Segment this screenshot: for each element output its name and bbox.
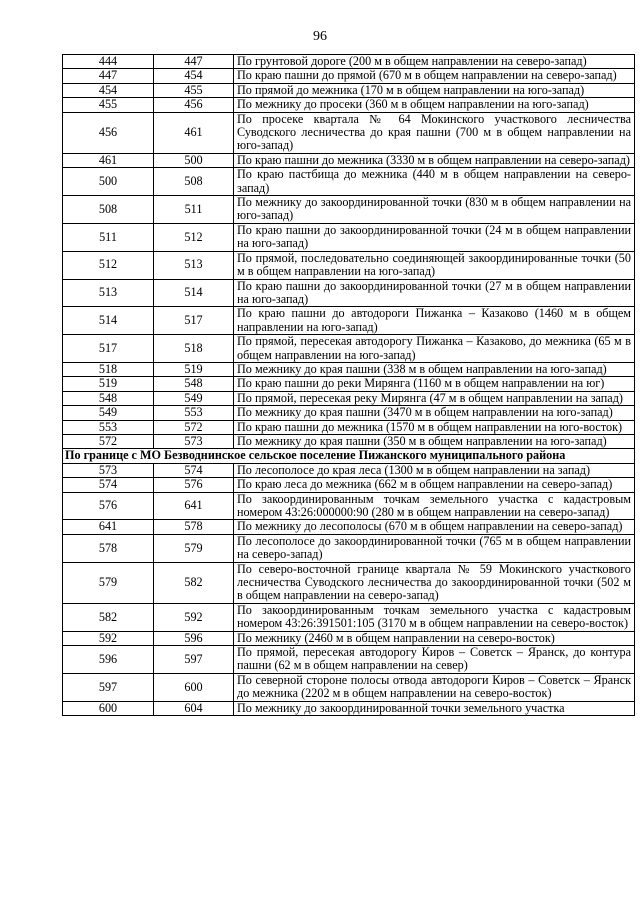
table-row — [63, 69, 635, 83]
point-from: 511 — [63, 223, 154, 251]
table-row — [63, 603, 635, 631]
point-to: 641 — [154, 492, 234, 520]
boundary-description: По просеке квартала № 64 Мокинского участкового лесничества Суводского лесничества до края пашни (700 м в общем направлении на юго-запад) — [234, 112, 635, 153]
table-row — [63, 434, 635, 448]
point-from: 576 — [63, 492, 154, 520]
point-from: 572 — [63, 434, 154, 448]
point-to: 597 — [154, 646, 234, 674]
table-row — [63, 196, 635, 224]
point-from: 574 — [63, 478, 154, 492]
point-to: 572 — [154, 420, 234, 434]
point-to: 576 — [154, 478, 234, 492]
table-row — [63, 335, 635, 363]
table-row — [63, 279, 635, 307]
point-to: 512 — [154, 223, 234, 251]
point-to: 574 — [154, 463, 234, 477]
boundary-description: По краю леса до межника (662 м в общем направлении на северо-запад) — [234, 478, 635, 492]
table-row — [63, 406, 635, 420]
point-from: 454 — [63, 83, 154, 97]
boundary-description: По лесополосе до края леса (1300 м в общем направлении на запад) — [234, 463, 635, 477]
point-to: 517 — [154, 307, 234, 335]
point-to: 511 — [154, 196, 234, 224]
table-row — [63, 362, 635, 376]
point-to: 456 — [154, 98, 234, 112]
table-row — [63, 492, 635, 520]
table-row — [63, 153, 635, 167]
boundary-description: По прямой, пересекая автодорогу Киров – Советск – Яранск, до контура пашни (62 м в общем направлении на север) — [234, 646, 635, 674]
boundary-description: По краю пашни до закоординированной точки (27 м в общем направлении на юго-запад) — [234, 279, 635, 307]
table-row — [63, 463, 635, 477]
point-to: 600 — [154, 673, 234, 701]
point-to: 592 — [154, 603, 234, 631]
table-row — [63, 98, 635, 112]
table-row — [63, 55, 635, 69]
point-from: 517 — [63, 335, 154, 363]
boundary-description: По закоординированным точкам земельного участка с кадастровым номером 43:26:391501:105 (3170 м в общем направлении на северо-восток) — [234, 603, 635, 631]
point-from: 444 — [63, 55, 154, 69]
boundary-description: По межнику до закоординированной точки (830 м в общем направлении на юго-запад) — [234, 196, 635, 224]
boundary-description: По краю пашни до межника (3330 м в общем направлении на северо-запад) — [234, 153, 635, 167]
point-to: 518 — [154, 335, 234, 363]
table-row — [63, 391, 635, 405]
point-to: 454 — [154, 69, 234, 83]
point-to: 604 — [154, 701, 234, 715]
boundary-description: По межнику до края пашни (350 м в общем направлении на юго-запад) — [234, 434, 635, 448]
boundary-description: По лесополосе до закоординированной точки (765 м в общем направлении на северо-запад) — [234, 534, 635, 562]
boundary-table — [62, 54, 635, 716]
table-row — [63, 562, 635, 603]
point-to: 549 — [154, 391, 234, 405]
point-from: 600 — [63, 701, 154, 715]
point-from: 596 — [63, 646, 154, 674]
point-from: 579 — [63, 562, 154, 603]
point-from: 573 — [63, 463, 154, 477]
boundary-description: По межнику до просеки (360 м в общем направлении на юго-запад) — [234, 98, 635, 112]
boundary-description: По межнику до края пашни (338 м в общем направлении на юго-запад) — [234, 362, 635, 376]
point-from: 582 — [63, 603, 154, 631]
table-row — [63, 223, 635, 251]
point-to: 596 — [154, 631, 234, 645]
boundary-description: По краю пашни до межника (1570 м в общем направлении на юго-восток) — [234, 420, 635, 434]
table-row — [63, 168, 635, 196]
table-row — [63, 478, 635, 492]
boundary-description: По прямой, пересекая реку Мирянга (47 м в общем направлении на запад) — [234, 391, 635, 405]
point-from: 461 — [63, 153, 154, 167]
table-row — [63, 83, 635, 97]
point-from: 641 — [63, 520, 154, 534]
boundary-description: По краю пашни до автодороги Пижанка – Казаково (1460 м в общем направлении на юго-запад) — [234, 307, 635, 335]
table-row — [63, 534, 635, 562]
point-from: 553 — [63, 420, 154, 434]
boundary-description: По краю пастбища до межника (440 м в общем направлении на северо-запад) — [234, 168, 635, 196]
point-from: 512 — [63, 251, 154, 279]
point-from: 592 — [63, 631, 154, 645]
point-to: 578 — [154, 520, 234, 534]
boundary-description: По межнику до закоординированной точки земельного участка — [234, 701, 635, 715]
page-number: 96 — [313, 29, 327, 44]
point-to: 553 — [154, 406, 234, 420]
point-from: 514 — [63, 307, 154, 335]
boundary-description: По прямой, пересекая автодорогу Пижанка – Казаково, до межника (65 м в общем направлении на юго-запад) — [234, 335, 635, 363]
point-from: 548 — [63, 391, 154, 405]
table-body — [63, 55, 635, 716]
boundary-description: По межнику (2460 м в общем направлении на северо-восток) — [234, 631, 635, 645]
table-row — [63, 112, 635, 153]
table-row — [63, 631, 635, 645]
point-to: 573 — [154, 434, 234, 448]
boundary-description: По межнику до лесополосы (670 м в общем направлении на северо-запад) — [234, 520, 635, 534]
table-row — [63, 377, 635, 391]
point-to: 461 — [154, 112, 234, 153]
section-heading: По границе с МО Безводнинское сельское поселение Пижанского муниципального района — [63, 449, 635, 463]
table-row — [63, 520, 635, 534]
point-to: 508 — [154, 168, 234, 196]
point-from: 549 — [63, 406, 154, 420]
boundary-description: По краю пашни до закоординированной точки (24 м в общем направлении на юго-запад) — [234, 223, 635, 251]
boundary-description: По межнику до края пашни (3470 м в общем направлении на юго-запад) — [234, 406, 635, 420]
boundary-description: По северо-восточной границе квартала № 59 Мокинского участкового лесничества Суводского лесничества до закоординированной точки (502 м в общем направлении на северо-запад) — [234, 562, 635, 603]
point-to: 579 — [154, 534, 234, 562]
point-to: 514 — [154, 279, 234, 307]
table-row — [63, 251, 635, 279]
point-from: 456 — [63, 112, 154, 153]
point-from: 597 — [63, 673, 154, 701]
table-row — [63, 307, 635, 335]
point-to: 513 — [154, 251, 234, 279]
point-from: 513 — [63, 279, 154, 307]
point-from: 518 — [63, 362, 154, 376]
table-row — [63, 673, 635, 701]
point-from: 508 — [63, 196, 154, 224]
table-row — [63, 701, 635, 715]
point-to: 500 — [154, 153, 234, 167]
section-heading-row — [63, 449, 635, 463]
point-from: 578 — [63, 534, 154, 562]
boundary-description: По краю пашни до реки Мирянга (1160 м в общем направлении на юг) — [234, 377, 635, 391]
point-to: 455 — [154, 83, 234, 97]
point-to: 447 — [154, 55, 234, 69]
table-row — [63, 646, 635, 674]
boundary-description: По закоординированным точкам земельного участка с кадастровым номером 43:26:000000:90 (280 м в общем направлении на северо-запад) — [234, 492, 635, 520]
point-from: 500 — [63, 168, 154, 196]
boundary-description: По краю пашни до прямой (670 м в общем направлении на северо-запад) — [234, 69, 635, 83]
boundary-description: По грунтовой дороге (200 м в общем направлении на северо-запад) — [234, 55, 635, 69]
point-to: 582 — [154, 562, 234, 603]
table-row — [63, 420, 635, 434]
point-from: 455 — [63, 98, 154, 112]
boundary-description: По прямой до межника (170 м в общем направлении на юго-запад) — [234, 83, 635, 97]
point-from: 447 — [63, 69, 154, 83]
point-to: 548 — [154, 377, 234, 391]
boundary-description: По северной стороне полосы отвода автодороги Киров – Советск – Яранск до межника (2202 м в общем направлении на северо-восток) — [234, 673, 635, 701]
boundary-description: По прямой, последовательно соединяющей закоординированные точки (50 м в общем направлении на юго-запад) — [234, 251, 635, 279]
point-to: 519 — [154, 362, 234, 376]
point-from: 519 — [63, 377, 154, 391]
